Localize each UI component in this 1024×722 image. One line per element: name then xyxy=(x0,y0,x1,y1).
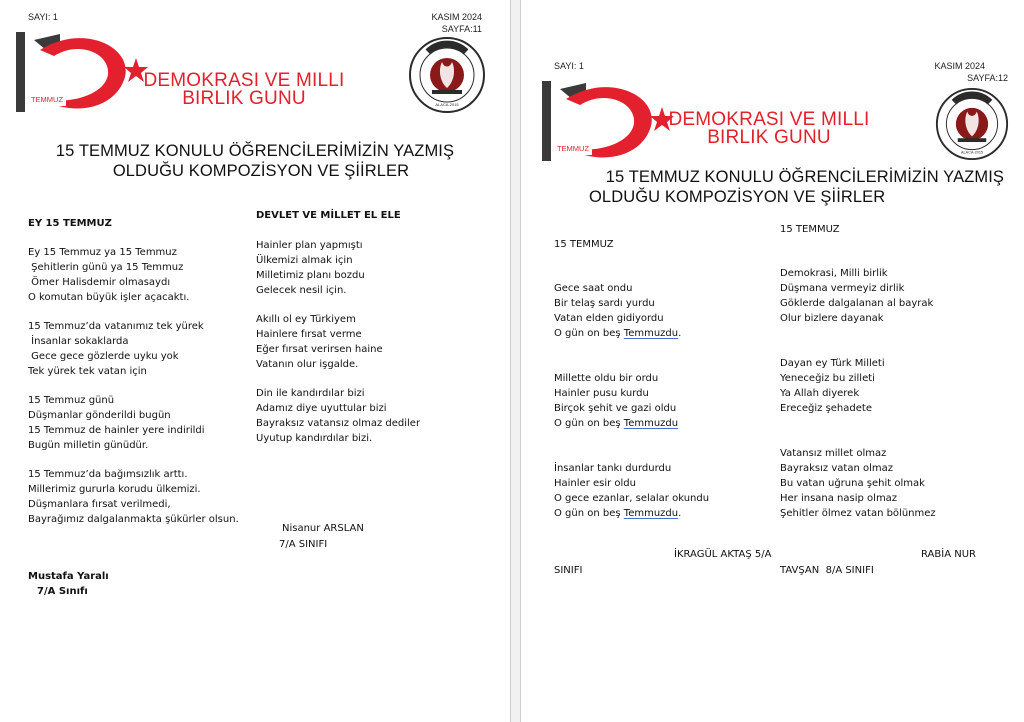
refrain-prefix: O gün on beş xyxy=(554,508,624,519)
poem-line: Millette oldu bir ordu xyxy=(554,373,659,384)
poem-line: Bu vatan uğruna şehit olmak xyxy=(780,478,925,489)
poem-line: Bugün milletin günüdür. xyxy=(28,440,149,451)
right-page xyxy=(521,0,1024,722)
issue-date: KASIM 2024 xyxy=(431,12,482,22)
refrain-word: Temmuzdu xyxy=(623,508,679,519)
poem-author: İKRAGÜL AKTAŞ 5/A xyxy=(674,549,772,560)
poem-title: 15 TEMMUZ xyxy=(780,224,840,235)
refrain-prefix: O gün on beş xyxy=(554,418,624,429)
poem-line: Uyutup kandırdılar bizi. xyxy=(256,433,373,444)
seal-bottom-text: ALACA-2015 xyxy=(960,150,984,155)
poem-line: Yeneceğiz bu zilleti xyxy=(780,373,875,384)
poem-line: Şehitler ölmez vatan bölünmez xyxy=(780,508,936,519)
poem-15-temmuz-left xyxy=(554,281,709,521)
page-number: SAYFA:11 xyxy=(441,24,482,34)
poem-author: RABİA NUR xyxy=(921,549,976,560)
poem-line: Adamız diye uyuttular bizi xyxy=(256,403,387,414)
seal-bottom-text: ALACA-2015 xyxy=(435,102,459,107)
poem-line: Vatansız millet olmaz xyxy=(780,448,887,459)
page-title-line-2: OLDUĞU KOMPOZİSYON VE ŞİİRLER xyxy=(112,162,410,180)
poem-line: Ya Allah diyerek xyxy=(780,388,860,399)
poem-title: DEVLET VE MİLLET EL ELE xyxy=(256,210,401,221)
poem-line: O gece ezanlar, selalar okundu xyxy=(554,493,710,504)
page-gutter xyxy=(510,0,521,722)
poem-line: Hainler esir oldu xyxy=(554,478,636,489)
poem-title: 15 TEMMUZ xyxy=(554,239,614,250)
banner-line-1: DEMOKRASI VE MILLI xyxy=(668,109,870,130)
refrain-end: . xyxy=(678,328,682,339)
poem-line: Olur bizlere dayanak xyxy=(780,313,884,324)
poem-line: Tek yürek tek vatan için xyxy=(28,366,147,377)
poem-line: 15 Temmuz de hainler yere indirildi xyxy=(28,425,205,436)
poem-line: Hainler plan yapmıştı xyxy=(256,240,363,251)
poem-line: Bayraksız vatansız olmaz dediler xyxy=(256,418,421,429)
page-title-line-1: 15 TEMMUZ KONULU ÖĞRENCİLERİMİZİN YAZMIŞ xyxy=(55,142,455,160)
poem-line: Bir telaş sardı yurdu xyxy=(554,298,655,309)
issue-date: KASIM 2024 xyxy=(934,61,985,71)
banner-line-1: DEMOKRASI VE MILLI xyxy=(143,70,345,91)
page-title-line-2: OLDUĞU KOMPOZİSYON VE ŞİİRLER xyxy=(589,188,886,206)
refrain-word: Temmuzdu xyxy=(623,418,679,429)
logo-month: TEMMUZ xyxy=(30,95,64,104)
school-seal xyxy=(935,87,1009,161)
banner-line-2: BIRLIK GUNU xyxy=(707,127,831,148)
poem-author: Mustafa Yaralı xyxy=(28,571,109,582)
banner-line-2: BIRLIK GUNU xyxy=(182,88,306,109)
poem-line: Hainler pusu kurdu xyxy=(554,388,649,399)
poem-author-class: TAVŞAN 8/A SINIFI xyxy=(780,565,874,576)
poem-line: Bayraksız vatan olmaz xyxy=(780,463,893,474)
refrain-end: . xyxy=(678,508,682,519)
poem-line: Vatanın olur işgalde. xyxy=(256,359,359,370)
poem-line: O komutan büyük işler açacaktı. xyxy=(28,292,190,303)
poem-line: Millerimiz gururla korudu ülkemizi. xyxy=(28,484,201,495)
poem-line: Ülkemizi almak için xyxy=(256,255,353,266)
poem-line: Düşmana vermeyiz dirlik xyxy=(780,283,905,294)
poem-line: 15 Temmuz günü xyxy=(28,395,115,406)
page-number: SAYFA:12 xyxy=(967,73,1008,83)
page-title-line-1: 15 TEMMUZ KONULU ÖĞRENCİLERİMİZİN YAZMIŞ xyxy=(605,168,1004,186)
poem-line: Hainlere fırsat verme xyxy=(256,329,362,340)
poem-line: Akıllı ol ey Türkiyem xyxy=(256,314,356,325)
poem-line: Bayrağımız dalgalanmakta şükürler olsun. xyxy=(28,514,239,525)
poem-author-class: 7/A SINIFI xyxy=(279,539,328,550)
poem-author-class: SINIFI xyxy=(554,565,583,576)
poem-line: Gece gece gözlerde uyku yok xyxy=(28,351,179,362)
poem-refrain xyxy=(554,326,709,341)
poem-line: Eğer fırsat verirsen haine xyxy=(256,344,383,355)
poem-line: Birçok şehit ve gazi oldu xyxy=(554,403,677,414)
poem-devlet-ve-millet xyxy=(256,238,420,446)
poem-line: Düşmanlar gönderildi bugün xyxy=(28,410,171,421)
poem-line: Dayan ey Türk Milleti xyxy=(780,358,885,369)
poem-refrain xyxy=(554,506,709,521)
poem-line: Din ile kandırdılar bizi xyxy=(256,388,365,399)
poem-ey-15-temmuz xyxy=(28,245,239,527)
poem-line: Vatan elden gidiyordu xyxy=(554,313,664,324)
poem-refrain xyxy=(554,416,709,431)
15-temmuz-logo xyxy=(14,28,154,118)
poem-line: İnsanlar sokaklarda xyxy=(28,336,129,347)
poem-line: Göklerde dalgalanan al bayrak xyxy=(780,298,934,309)
poem-line: İnsanlar tankı durdurdu xyxy=(554,463,672,474)
poem-author-class: 7/A Sınıfı xyxy=(37,586,88,597)
issue-number: SAYI: 1 xyxy=(554,61,584,71)
poem-line: Düşmanlara fırsat verilmedi, xyxy=(28,499,171,510)
poem-15-temmuz-right xyxy=(780,266,936,521)
refrain-prefix: O gün on beş xyxy=(554,328,624,339)
15-temmuz-logo xyxy=(540,77,680,167)
poem-line: 15 Temmuz’da vatanımız tek yürek xyxy=(28,321,204,332)
poem-line: Demokrasi, Milli birlik xyxy=(780,268,888,279)
school-seal xyxy=(408,36,486,114)
poem-line: Gece saat ondu xyxy=(554,283,633,294)
logo-month: TEMMUZ xyxy=(556,144,590,153)
poem-line: Şehitlerin günü ya 15 Temmuz xyxy=(28,262,184,273)
poem-line: 15 Temmuz’da bağımsızlık arttı. xyxy=(28,469,188,480)
poem-line: Ömer Halisdemir olmasaydı xyxy=(28,277,171,288)
poem-line: Her insana nasip olmaz xyxy=(780,493,898,504)
refrain-word: Temmuzdu xyxy=(623,328,679,339)
poem-line: Gelecek nesil için. xyxy=(256,285,347,296)
poem-author: Nisanur ARSLAN xyxy=(282,523,364,534)
issue-number: SAYI: 1 xyxy=(28,12,58,22)
poem-line: Milletimiz planı bozdu xyxy=(256,270,365,281)
poem-line: Ereceğiz şehadete xyxy=(780,403,872,414)
poem-title: EY 15 TEMMUZ xyxy=(28,218,112,229)
left-page xyxy=(0,0,510,722)
poem-line: Ey 15 Temmuz ya 15 Temmuz xyxy=(28,247,177,258)
